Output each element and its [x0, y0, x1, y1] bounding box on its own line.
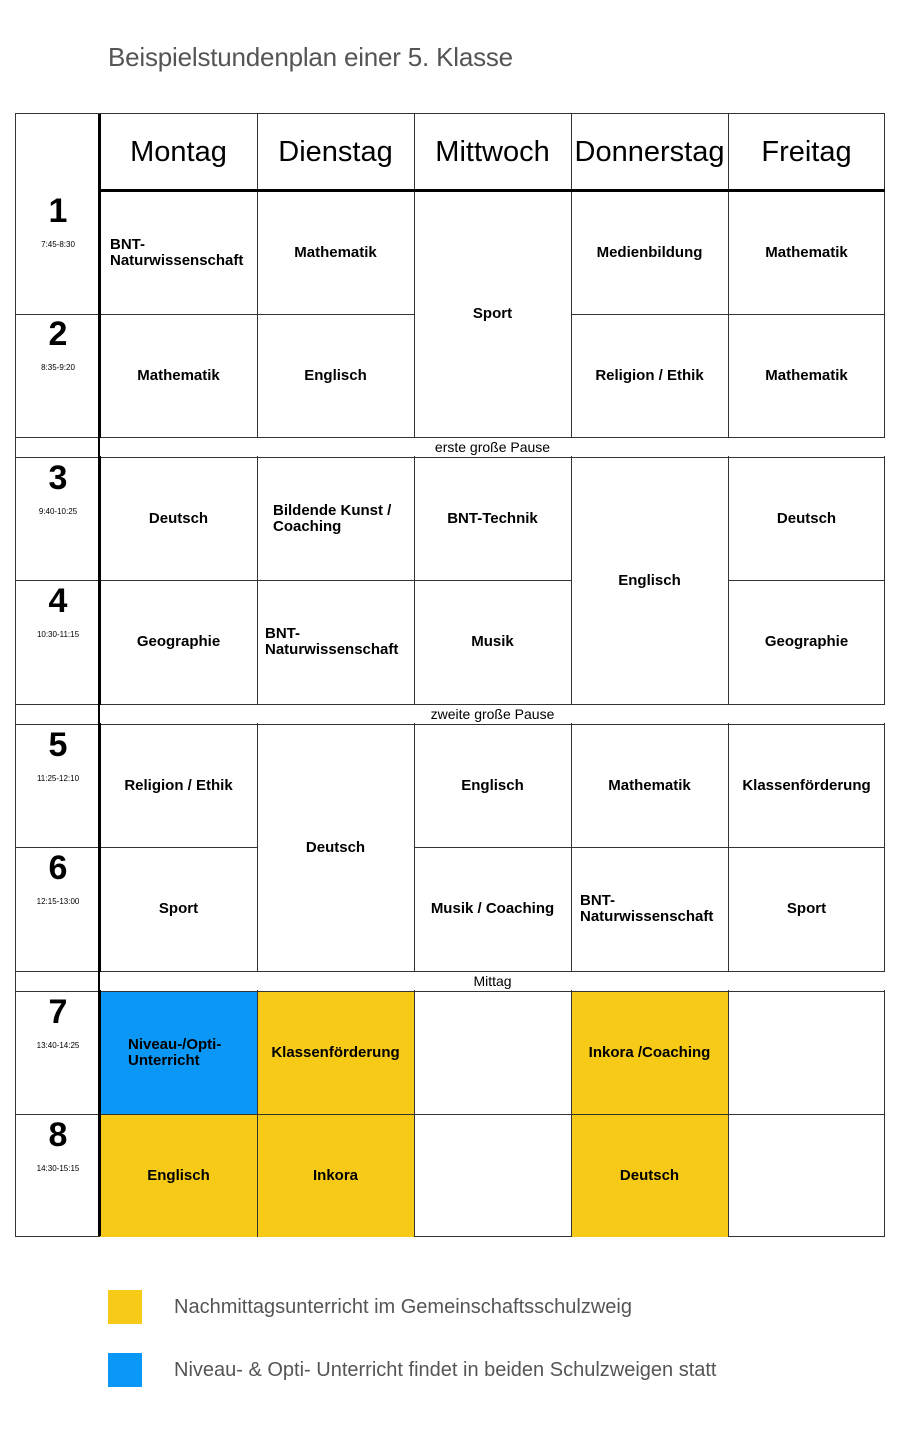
lesson-fr5[interactable]: [728, 724, 885, 847]
break-row: Mittag: [100, 972, 885, 990]
lesson-empty[interactable]: [414, 1114, 571, 1237]
page-title: Beispielstundenplan einer 5. Klasse: [108, 42, 513, 72]
lesson-do5[interactable]: [571, 724, 728, 847]
period-time: 12:15-13:00: [36, 897, 80, 906]
lesson-label: Klassenförderung: [742, 776, 871, 794]
period-number: 6: [48, 849, 68, 887]
lesson-fr3[interactable]: [728, 457, 885, 580]
lesson-mo3[interactable]: [100, 457, 257, 580]
lesson-label: Mathematik: [137, 366, 220, 384]
lesson-label: Deutsch: [305, 838, 366, 856]
lesson-mo2[interactable]: [100, 314, 257, 437]
lesson-label: Mathematik: [765, 243, 848, 261]
lesson-mo6[interactable]: [100, 847, 257, 971]
period-number: 3: [48, 459, 68, 497]
day-header-monday: Montag: [130, 135, 227, 168]
lesson-mo1[interactable]: [100, 191, 257, 314]
lesson-label: Englisch: [147, 1166, 210, 1184]
lesson-fr1[interactable]: [728, 191, 885, 314]
lesson-mi5[interactable]: [414, 724, 571, 847]
lesson-di8[interactable]: [257, 1114, 414, 1237]
lesson-empty[interactable]: [728, 991, 885, 1114]
lesson-label: Englisch: [618, 571, 681, 589]
lesson-label: Mathematik: [294, 243, 377, 261]
day-header-tuesday: Dienstag: [278, 135, 393, 168]
lesson-mo5[interactable]: [100, 724, 257, 847]
lesson-label: Inkora /Coaching: [588, 1043, 711, 1061]
lesson-do34[interactable]: [571, 457, 728, 704]
lesson-di7[interactable]: [257, 991, 414, 1114]
period-number: 1: [48, 192, 68, 230]
timetable: [15, 113, 885, 1237]
period-number: 8: [48, 1116, 68, 1154]
lesson-mi3[interactable]: [414, 457, 571, 580]
period-time: 10:30-11:15: [36, 630, 80, 639]
lesson-label: BNT- Naturwissenschaft: [110, 235, 244, 269]
day-header-friday: Freitag: [761, 135, 852, 168]
lesson-mi6[interactable]: [414, 847, 571, 971]
period-time: 9:40-10:25: [38, 507, 78, 516]
period-number: 5: [48, 726, 68, 764]
lesson-label: BNT- Naturwissenschaft: [580, 892, 714, 925]
lesson-label: Musik: [471, 633, 514, 650]
day-header-wednesday: Mittwoch: [435, 135, 550, 168]
lesson-label: Sport: [472, 305, 513, 322]
lesson-label: Deutsch: [148, 509, 209, 527]
lesson-fr6[interactable]: [728, 847, 885, 971]
period-time: 14:30-15:15: [36, 1164, 80, 1173]
lesson-label: Musik / Coaching: [430, 900, 555, 917]
legend-swatch-blue: [108, 1353, 142, 1387]
lesson-do6[interactable]: [571, 847, 728, 971]
lesson-label: Mathematik: [765, 366, 848, 384]
lesson-label: Sport: [786, 900, 827, 917]
lesson-mi4[interactable]: [414, 580, 571, 704]
lesson-label: BNT- Naturwissenschaft: [265, 625, 399, 658]
lesson-label: Deutsch: [619, 1166, 680, 1184]
break-row: zweite große Pause: [100, 705, 885, 723]
period-number: 4: [48, 582, 68, 620]
lesson-label: Mathematik: [608, 776, 691, 794]
lesson-di2[interactable]: [257, 314, 414, 437]
period-time: 11:25-12:10: [36, 774, 80, 783]
lesson-mi12[interactable]: [414, 191, 571, 437]
lesson-label: Niveau-/Opti- Unterricht: [128, 1035, 222, 1069]
lesson-empty[interactable]: [728, 1114, 885, 1237]
lesson-label: Englisch: [461, 776, 524, 794]
lesson-do8[interactable]: [571, 1114, 728, 1237]
lesson-label: Englisch: [304, 366, 367, 384]
break-row: erste große Pause: [100, 438, 885, 456]
lesson-label: Bildende Kunst / Coaching: [273, 501, 392, 535]
legend-text-afternoon: Nachmittagsunterricht im Gemeinschaftsschulzweig: [174, 1296, 632, 1318]
legend-text-niveau: Niveau- & Opti- Unterricht findet in beiden Schulzweigen statt: [174, 1359, 717, 1381]
lesson-label: BNT-Technik: [447, 509, 538, 527]
lesson-fr4[interactable]: [728, 580, 885, 704]
day-header-thursday: Donnerstag: [574, 135, 725, 168]
lesson-label: Religion / Ethik: [124, 776, 233, 794]
lesson-di56[interactable]: [257, 724, 414, 971]
lesson-label: Geographie: [764, 633, 849, 650]
lesson-do1[interactable]: [571, 191, 728, 314]
period-time: 13:40-14:25: [36, 1041, 80, 1050]
period-time: 7:45-8:30: [41, 240, 75, 249]
lesson-label: Klassenförderung: [271, 1043, 400, 1061]
lesson-label: Sport: [158, 900, 199, 917]
period-number: 7: [48, 993, 68, 1031]
lesson-mo8[interactable]: [100, 1114, 257, 1237]
lesson-di3[interactable]: [257, 457, 414, 580]
lesson-label: Inkora: [312, 1166, 358, 1184]
lesson-do2[interactable]: [571, 314, 728, 437]
lesson-label: Religion / Ethik: [595, 366, 704, 384]
lesson-label: Deutsch: [776, 509, 837, 527]
period-number: 2: [48, 315, 68, 353]
lesson-mo7[interactable]: [100, 991, 257, 1114]
lesson-do7[interactable]: [571, 991, 728, 1114]
legend-swatch-yellow: [108, 1290, 142, 1324]
lesson-mo4[interactable]: [100, 580, 257, 704]
lesson-label: Medienbildung: [596, 243, 703, 261]
lesson-di4[interactable]: [257, 580, 414, 704]
period-time: 8:35-9:20: [41, 363, 75, 372]
lesson-di1[interactable]: [257, 191, 414, 314]
lesson-empty[interactable]: [414, 991, 571, 1114]
lesson-label: Geographie: [136, 633, 221, 650]
lesson-fr2[interactable]: [728, 314, 885, 437]
